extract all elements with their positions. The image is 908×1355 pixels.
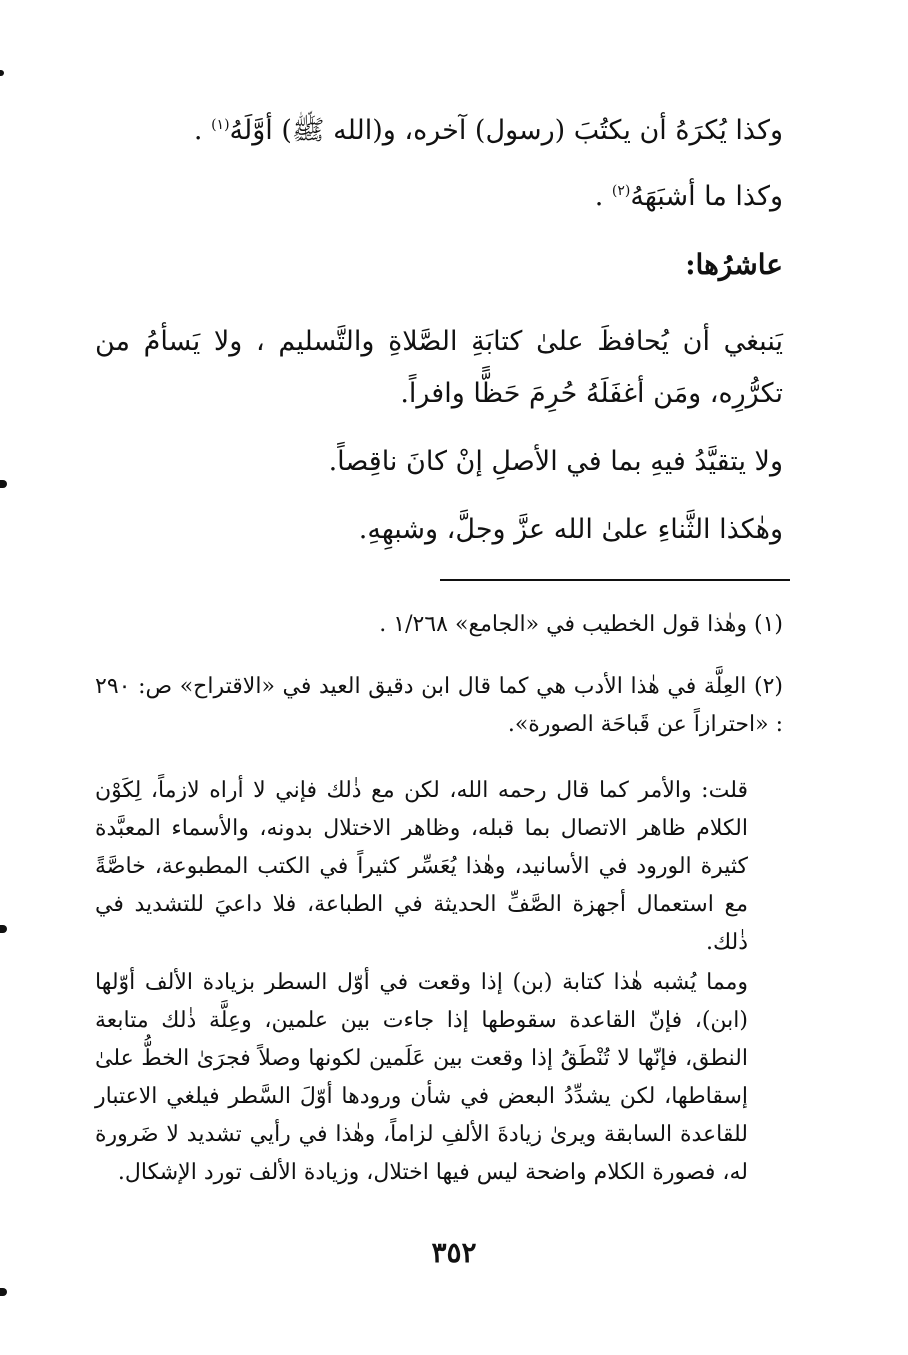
main-line-1 — [95, 98, 783, 164]
edge-mark-upper — [0, 480, 7, 488]
paragraph-2: ولا يتقيَّدُ فيهِ بما في الأصلِ إنْ كانَ ناقِصاً. — [328, 446, 783, 477]
section-heading: عاشرُها: — [685, 248, 783, 281]
footnote-1: (١) وهٰذا قول الخطيب في «الجامع» ١/٢٦٨ . — [379, 612, 783, 637]
footnote-ref-2: (٢) — [611, 183, 631, 199]
page-number: ٣٥٢ — [431, 1236, 477, 1269]
paragraph-2-block — [95, 436, 783, 488]
main-text — [95, 98, 783, 230]
main-line-2 — [95, 164, 783, 230]
edge-mark-top — [0, 70, 4, 76]
section-heading-block — [95, 248, 783, 281]
note-paragraph-2: ومما يُشبه هٰذا كتابة (بن) إذا وقعت في أوّل السطر بزيادة الألف أوّلها (ابن)، فإنّ القاعدة سقوطها إذا جاءت بين علمين، وعِلَّة ذٰلك متابعة النطق، فإنّها لا تُنْطَقُ إذا وقعت بين عَلَمين لكونها وصلاً فجرَىٰ الخطُّ علىٰ إسقاطها، لكن يشدِّدُ البعض في شأن ورودها أوّلَ السَّطر فيلغي الاعتبار للقاعدة السابقة ويرىٰ زيادةَ الألفِ لزاماً، وهٰذا في رأيي تشديد لا ضَرورة له، فصورة الكلام واضحة ليس فيها اختلال، وزيادة الألف تورد الإشكال. — [95, 970, 748, 1185]
note-1-block — [95, 772, 748, 962]
main-line-2-text: وكذا ما أشبَهَهُ — [630, 181, 783, 212]
note-paragraph-1: قلت: والأمر كما قال رحمه الله، لكن مع ذٰلك فإني لا أراه لازماً، لِكَوْن الكلام ظاهر الاتصال بما قبله، وظاهر الاختلال بدونه، والأسماء المعبَّدة كثيرة الورود في الأسانيد، وهٰذا يُعَسِّر كثيراً في الكتب المطبوعة، خاصَّةً مع استعمال أجهزة الصَّفِّ الحديثة في الطباعة، فلا داعيَ للتشديد في ذٰلك. — [95, 778, 748, 955]
edge-mark-middle — [0, 925, 7, 933]
footnote-ref-1: (١) — [211, 117, 230, 133]
note-2-block — [95, 964, 748, 1192]
paragraph-3: وهٰكذا الثَّناءِ علىٰ الله عزَّ وجلَّ، وشبهِهِ. — [358, 514, 783, 545]
footnote-1-block — [95, 606, 783, 644]
paragraph-1-block — [95, 316, 783, 420]
paragraph-3-block — [95, 504, 783, 556]
footnote-separator — [440, 579, 790, 581]
footnote-2-block — [95, 668, 783, 744]
main-line-1-end: . — [193, 115, 212, 146]
edge-mark-lower — [0, 1288, 7, 1296]
main-line-2-end: . — [594, 181, 612, 212]
paragraph-1: يَنبغي أن يُحافظَ علىٰ كتابَةِ الصَّلاةِ والتَّسليم ، ولا يَسأمُ من تكرُّرِه، ومَن أغفَلَهُ حُرِمَ حَظًّا وافراً. — [95, 326, 783, 409]
footnote-2: (٢) العِلَّة في هٰذا الأدب هي كما قال ابن دقيق العيد في «الاقتراح» ص: ٢٩٠ : «احترازاً عن قَباحَة الصورة». — [95, 674, 783, 737]
main-line-1-text: وكذا يُكرَهُ أن يكتُبَ (رسول) آخره، و(الله ﷺ) أوَّلَهُ — [229, 115, 783, 146]
